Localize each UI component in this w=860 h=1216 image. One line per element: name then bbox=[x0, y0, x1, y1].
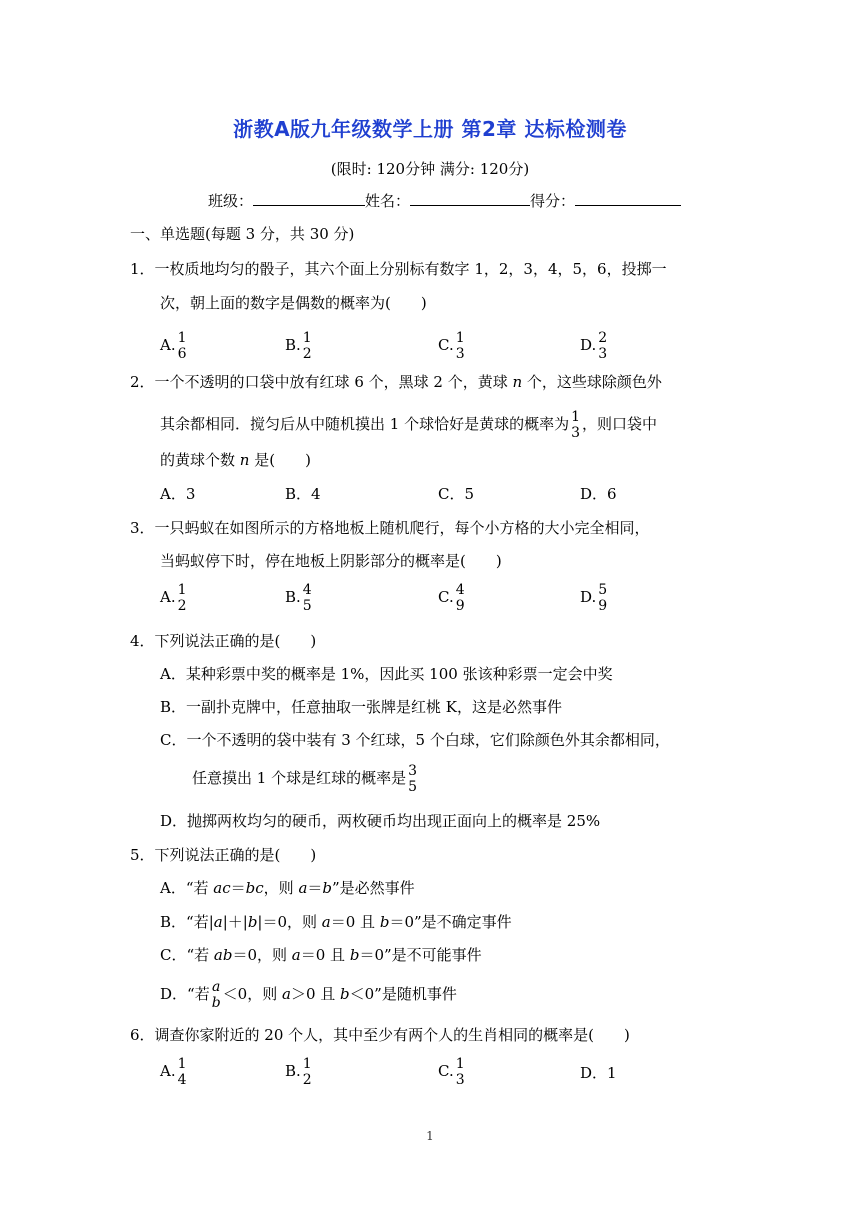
variable: b bbox=[340, 985, 350, 1003]
numerator: 1 bbox=[177, 1056, 187, 1072]
denominator: b bbox=[211, 995, 221, 1011]
q1-option-a[interactable] bbox=[160, 330, 189, 362]
name-blank[interactable] bbox=[410, 191, 530, 206]
numerator: 1 bbox=[177, 582, 187, 598]
page-title: 浙教A版九年级数学上册 第2章 达标检测卷 bbox=[233, 117, 627, 141]
text: ＝ bbox=[230, 879, 246, 897]
text: ”是必然事件 bbox=[332, 879, 415, 897]
q5-option-d[interactable] bbox=[160, 974, 457, 1014]
text: ＝0 且 bbox=[300, 946, 350, 964]
text: ＝0”是不可能事件 bbox=[359, 946, 482, 964]
option-prefix: A. bbox=[160, 336, 176, 354]
denominator: 9 bbox=[455, 598, 465, 614]
option-prefix: D. bbox=[580, 336, 597, 354]
text: ＜0，则 bbox=[222, 985, 282, 1003]
denominator: 6 bbox=[177, 346, 187, 362]
page-number: 1 bbox=[426, 1129, 434, 1143]
time-score-limits: (限时: 120分钟 满分: 120分) bbox=[330, 160, 530, 178]
fraction bbox=[597, 330, 608, 362]
text: ＝0”是不确定事件 bbox=[389, 913, 512, 931]
q2-option-a[interactable]: A．3 bbox=[160, 485, 196, 503]
q2-line3 bbox=[160, 450, 311, 470]
q5-option-a[interactable] bbox=[160, 878, 415, 898]
q1-line2: 次，朝上面的数字是偶数的概率为( ) bbox=[160, 294, 427, 312]
text: B．“若| bbox=[160, 913, 214, 931]
text: 的黄球个数 bbox=[160, 451, 240, 469]
option-prefix: C. bbox=[438, 336, 454, 354]
student-info-row bbox=[208, 190, 681, 211]
fraction bbox=[302, 330, 313, 362]
option-prefix: B. bbox=[285, 588, 301, 606]
q4-option-d[interactable]: D．抛掷两枚均匀的硬币，两枚硬币均出现正面向上的概率是 25% bbox=[160, 812, 601, 830]
q4-option-a[interactable]: A．某种彩票中奖的概率是 1%，因此买 100 张该种彩票一定会中奖 bbox=[160, 665, 613, 683]
class-blank[interactable] bbox=[253, 191, 365, 206]
numerator: 1 bbox=[302, 330, 312, 346]
score-label: 得分： bbox=[530, 192, 576, 210]
name-label: 姓名： bbox=[365, 192, 411, 210]
denominator: 5 bbox=[302, 598, 312, 614]
q1-option-b[interactable] bbox=[285, 330, 314, 362]
numerator: 4 bbox=[302, 582, 312, 598]
denominator: 5 bbox=[408, 779, 418, 795]
q1-option-d[interactable] bbox=[580, 330, 609, 362]
text: 2．一个不透明的口袋中放有红球 6 个，黑球 2 个，黄球 bbox=[130, 373, 513, 391]
numerator: 4 bbox=[455, 582, 465, 598]
q3-option-c[interactable] bbox=[438, 582, 467, 614]
denominator: 3 bbox=[455, 346, 465, 362]
score-blank[interactable] bbox=[575, 191, 681, 206]
q3-option-d[interactable] bbox=[580, 582, 609, 614]
q4-option-b[interactable]: B．一副扑克牌中，任意抽取一张牌是红桃 K，这是必然事件 bbox=[160, 698, 562, 716]
text: 个，这些球除颜色外 bbox=[522, 373, 662, 391]
numerator: 5 bbox=[598, 582, 608, 598]
variable: b bbox=[247, 913, 258, 931]
text: ，则口袋中 bbox=[582, 415, 658, 433]
denominator: 4 bbox=[177, 1072, 187, 1088]
q6-line1: 6．调查你家附近的 20 个人，其中至少有两个人的生肖相同的概率是( ) bbox=[130, 1026, 630, 1044]
text: ＝0 且 bbox=[330, 913, 380, 931]
variable: n bbox=[239, 451, 250, 469]
variable: bc bbox=[245, 879, 264, 897]
option-prefix: C. bbox=[438, 588, 454, 606]
option-prefix: B. bbox=[285, 336, 301, 354]
fraction bbox=[570, 409, 581, 441]
text: ＜0”是随机事件 bbox=[349, 985, 457, 1003]
denominator: 9 bbox=[598, 598, 608, 614]
variable: b bbox=[322, 879, 333, 897]
fraction bbox=[177, 1056, 188, 1088]
fraction bbox=[302, 1056, 313, 1088]
q3-option-a[interactable] bbox=[160, 582, 189, 614]
numerator: 2 bbox=[598, 330, 608, 346]
denominator: 2 bbox=[302, 1072, 312, 1088]
variable: a bbox=[291, 946, 301, 964]
q3-line2: 当蚂蚁停下时，停在地板上阴影部分的概率是( ) bbox=[160, 552, 502, 570]
q3-line1: 3．一只蚂蚁在如图所示的方格地板上随机爬行，每个小方格的大小完全相同， bbox=[130, 519, 650, 537]
q4-option-c-line2[interactable] bbox=[192, 758, 419, 798]
fraction bbox=[407, 763, 418, 795]
text: ＝0，则 bbox=[232, 946, 292, 964]
variable: a bbox=[281, 985, 291, 1003]
denominator: 2 bbox=[302, 346, 312, 362]
text: D．“若 bbox=[160, 985, 210, 1003]
q1-option-c[interactable] bbox=[438, 330, 467, 362]
text: ＝ bbox=[307, 879, 323, 897]
text: ＞0 且 bbox=[290, 985, 341, 1003]
q6-option-a[interactable] bbox=[160, 1056, 189, 1088]
variable: b bbox=[349, 946, 360, 964]
numerator: a bbox=[212, 979, 221, 995]
numerator: 3 bbox=[408, 763, 418, 779]
numerator: 1 bbox=[177, 330, 187, 346]
option-prefix: A. bbox=[160, 1062, 176, 1080]
text: C．“若 bbox=[160, 946, 214, 964]
text: |＝0，则 bbox=[257, 913, 322, 931]
variable: a bbox=[298, 879, 308, 897]
q4-line1: 4．下列说法正确的是( ) bbox=[130, 632, 317, 650]
q6-option-b[interactable] bbox=[285, 1056, 314, 1088]
text: 其余都相同．搅匀后从中随机摸出 1 个球恰好是黄球的概率为 bbox=[160, 415, 570, 433]
fraction bbox=[455, 582, 466, 614]
class-label: 班级： bbox=[208, 192, 254, 210]
q2-option-d[interactable]: D．6 bbox=[580, 485, 617, 503]
variable: ab bbox=[213, 946, 233, 964]
variable: a bbox=[321, 913, 331, 931]
fraction bbox=[455, 1056, 466, 1088]
q2-option-b[interactable]: B．4 bbox=[285, 485, 321, 503]
section-heading: 一、单选题(每题 3 分，共 30 分) bbox=[130, 225, 355, 243]
q2-option-c[interactable]: C．5 bbox=[438, 485, 475, 503]
fraction bbox=[302, 582, 313, 614]
q5-line1: 5．下列说法正确的是( ) bbox=[130, 846, 317, 864]
numerator: 1 bbox=[571, 409, 581, 425]
q5-option-c[interactable] bbox=[160, 945, 482, 965]
denominator: 2 bbox=[177, 598, 187, 614]
denominator: 3 bbox=[598, 346, 608, 362]
fraction bbox=[177, 330, 188, 362]
q3-option-b[interactable] bbox=[285, 582, 314, 614]
text: 是( ) bbox=[249, 451, 311, 469]
numerator: 1 bbox=[455, 330, 465, 346]
q1-line1: 1．一枚质地均匀的骰子，其六个面上分别标有数字 1，2，3，4，5，6，投掷一 bbox=[130, 260, 667, 278]
numerator: 1 bbox=[302, 1056, 312, 1072]
variable: n bbox=[512, 373, 523, 391]
denominator: 3 bbox=[571, 425, 581, 441]
option-prefix: A. bbox=[160, 588, 176, 606]
option-prefix: B. bbox=[285, 1062, 301, 1080]
q6-option-d[interactable]: D．1 bbox=[580, 1064, 617, 1082]
denominator: 3 bbox=[455, 1072, 465, 1088]
q2-line2 bbox=[160, 404, 657, 444]
q2-line1 bbox=[130, 372, 662, 392]
fraction bbox=[211, 979, 222, 1011]
text: |＋| bbox=[222, 913, 248, 931]
variable: ac bbox=[213, 879, 231, 897]
q4-option-c-line1[interactable]: C．一个不透明的袋中装有 3 个红球，5 个白球，它们除颜色外其余都相同， bbox=[160, 731, 670, 749]
fraction bbox=[455, 330, 466, 362]
text: 任意摸出 1 个球是红球的概率是 bbox=[192, 769, 407, 787]
fraction bbox=[597, 582, 608, 614]
q6-option-c[interactable] bbox=[438, 1056, 467, 1088]
q5-option-b[interactable] bbox=[160, 912, 512, 932]
fraction bbox=[177, 582, 188, 614]
option-prefix: D. bbox=[580, 588, 597, 606]
text: A．“若 bbox=[160, 879, 214, 897]
option-prefix: C. bbox=[438, 1062, 454, 1080]
numerator: 1 bbox=[455, 1056, 465, 1072]
variable: a bbox=[213, 913, 223, 931]
variable: b bbox=[379, 913, 390, 931]
text: ，则 bbox=[263, 879, 299, 897]
